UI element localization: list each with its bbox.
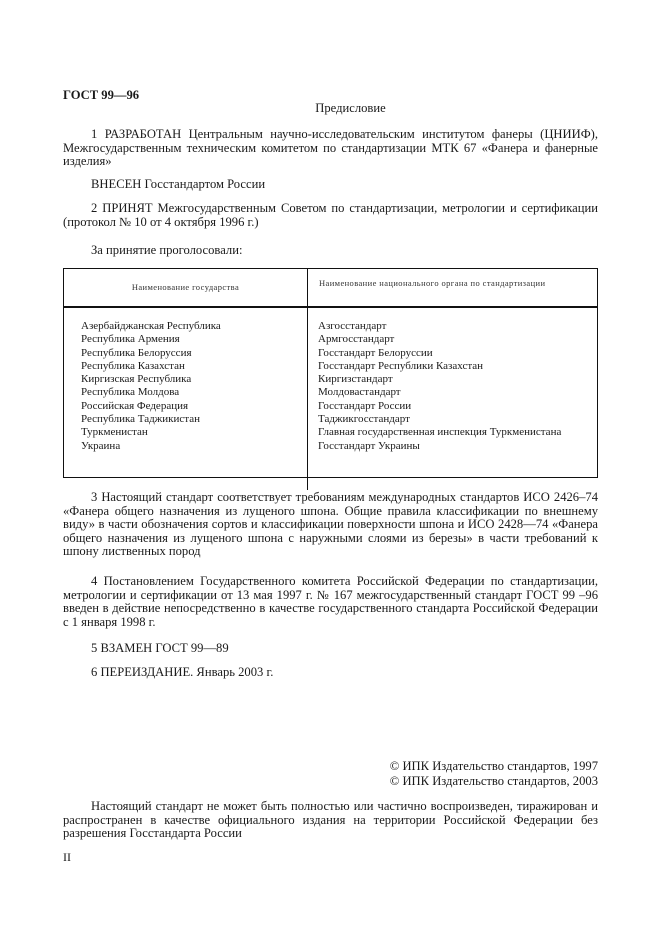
table-cell: Таджикгосстандарт	[318, 413, 410, 426]
table-cell: Госстандарт Республики Казахстан	[318, 359, 484, 372]
paragraph-1-submitted: ВНЕСЕН Госстандартом России	[91, 177, 266, 191]
table-cell: Госстандарт Украины	[318, 439, 420, 452]
table-cell: Республика Армения	[81, 333, 180, 346]
paragraph-2-adopted: 2 ПРИНЯТ Межгосударственным Советом по стандартизации, метрологии и сертификации (протокол № 10 от 4 октября 1996 г.)	[63, 201, 598, 229]
table-cell: Главная государственная инспекция Туркменистана	[318, 426, 562, 439]
table-cell: Госстандарт России	[318, 399, 412, 412]
paragraph-3-conformity: 3 Настоящий стандарт соответствует требованиям международных стандартов ИСО 2426–74 «Фанера общего назначения из лущеного шпона. Общие правила классификации по внешнему виду» в части обозначения сортов и классификации поверхности шпона и ИСО 2428—74 «Фанера общего назначения из лущеного шпона с наружными слоями из березы» в части требований к шпону лиственных пород	[63, 490, 598, 559]
copyright-1997: © ИПК Издательство стандартов, 1997	[389, 759, 598, 773]
table-header-state: Наименование государства	[131, 282, 240, 292]
reproduction-notice: Настоящий стандарт не может быть полностью или частично воспроизведен, тиражирован и распространен в качестве официального издания на территории Российской Федерации без разрешения Госстандарта России	[63, 799, 598, 841]
voting-table	[63, 268, 598, 478]
paragraph-1-developed: 1 РАЗРАБОТАН Центральным научно-исследовательским институтом фанеры (ЦНИИФ), Межгосударственным техническим комитетом по стандартизации МТК 67 «Фанера и фанерные изделия»	[63, 127, 598, 169]
table-cell: Украина	[81, 439, 121, 452]
table-header-standards-body: Наименование национального органа по стандартизации	[319, 278, 546, 288]
table-cell: Туркменистан	[81, 426, 148, 439]
paragraph-5-replaces: 5 ВЗАМЕН ГОСТ 99—89	[91, 641, 229, 655]
table-column-divider	[307, 268, 308, 490]
paragraph-6-reissue: 6 ПЕРЕИЗДАНИЕ. Январь 2003 г.	[91, 665, 274, 679]
paragraph-4-resolution: 4 Постановлением Государственного комитета Российской Федерации по стандартизации, метрологии и сертификации от 13 мая 1997 г. № 167 межгосударственный стандарт ГОСТ 99 –96 введен в действие непосредственно в качестве государственного стандарта Российской Федерации с 1 января 1998 г.	[63, 574, 598, 629]
paragraph-2-voted: За принятие проголосовали:	[91, 243, 243, 257]
table-header-divider	[64, 306, 597, 308]
table-cell: Госстандарт Белоруссии	[318, 346, 433, 359]
table-cell: Республика Белоруссия	[81, 346, 192, 359]
table-column-states	[81, 320, 221, 453]
copyright-2003: © ИПК Издательство стандартов, 2003	[389, 774, 598, 788]
section-title: Предисловие	[315, 101, 386, 115]
table-cell: Республика Таджикистан	[81, 413, 200, 426]
document-code: ГОСТ 99—96	[63, 88, 140, 102]
table-column-standards-bodies	[318, 320, 561, 453]
table-cell: Республика Казахстан	[81, 359, 185, 372]
page-number: II	[63, 850, 71, 864]
table-cell: Киргизская Республика	[81, 373, 192, 386]
table-cell: Молдовастандарт	[318, 386, 401, 399]
table-cell: Азербайджанская Республика	[81, 320, 221, 332]
table-cell: Российская Федерация	[81, 399, 189, 412]
table-cell: Азгосстандарт	[318, 320, 387, 332]
table-cell: Киргизстандарт	[318, 373, 393, 386]
table-cell: Армгосстандарт	[318, 333, 395, 346]
table-cell: Республика Молдова	[81, 386, 180, 399]
